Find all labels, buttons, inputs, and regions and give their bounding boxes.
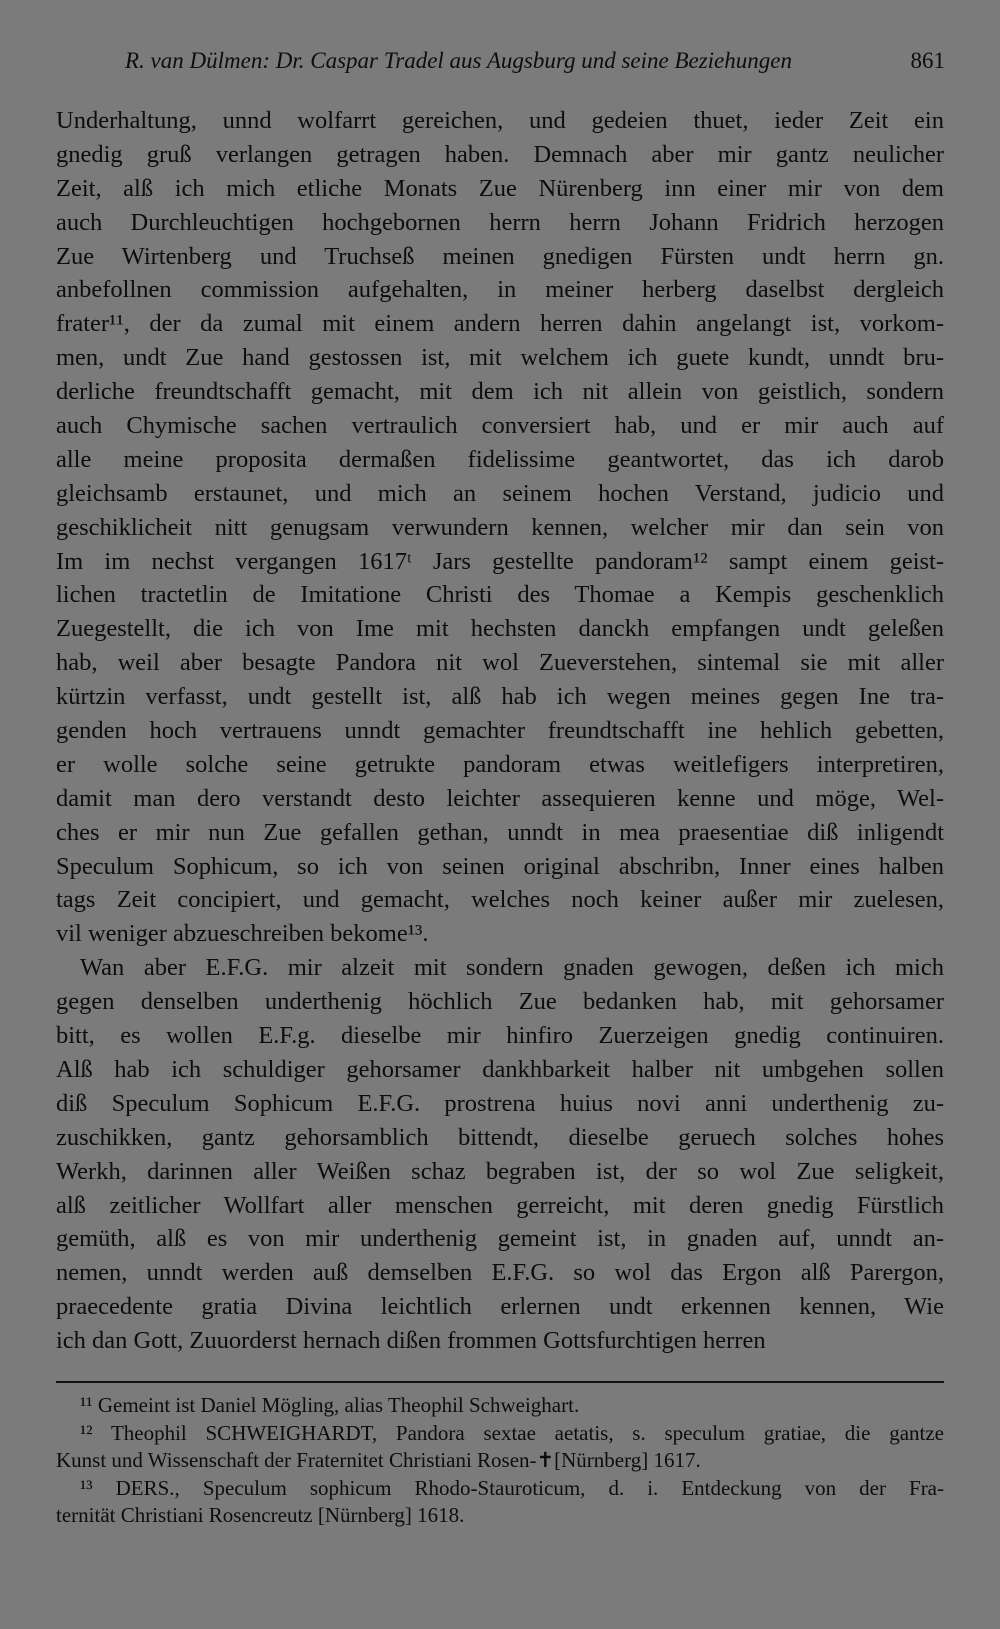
body-line: zuschikken, gantz gehorsamblich bittendt, dieselbe geruech solches hohes: [56, 1123, 944, 1151]
footnote-line: ¹¹ Gemeint ist Daniel Mögling, alias Theophil Schweighart.: [80, 1393, 580, 1417]
footnote-line: ¹³ DERS., Speculum sophicum Rhodo-Stauroticum, d. i. Entdeckung von der Fra-: [80, 1475, 944, 1500]
body-line: Speculum Sophicum, so ich von seinen original abschribn, Inner eines halben: [56, 852, 944, 880]
body-line: gnedig gruß verlangen getragen haben. Demnach aber mir gantz neulicher: [56, 140, 944, 168]
body-line: Alß hab ich schuldiger gehorsamer dankhbarkeit halber nit umbgehen sollen: [56, 1055, 944, 1083]
body-line: auch Chymische sachen vertraulich conversiert hab, und er mir auch auf: [56, 412, 944, 440]
body-line: derliche freundtschafft gemacht, mit dem ich nit allein von geistlich, sondern: [56, 378, 944, 406]
body-line: er wolle solche seine getrukte pandoram etwas weitlefigers interpretiren,: [56, 750, 944, 778]
body-line: ich dan Gott, Zuuorderst hernach dißen frommen Gottsfurchtigen herren: [56, 1327, 766, 1355]
footnote-line: Kunst und Wissenschaft der Fraternitet Christiani Rosen-✝[Nürnberg] 1617.: [56, 1448, 701, 1472]
body-line: Zue Wirtenberg und Truchseß meinen gnedigen Fürsten undt herrn gn.: [56, 242, 944, 270]
body-line: geschiklicheit nitt genugsam verwundern kennen, welcher mir dan sein von: [56, 513, 944, 541]
body-line: damit man dero verstandt desto leichter assequieren kenne und möge, Wel-: [56, 784, 944, 812]
body-line: Wan aber E.F.G. mir alzeit mit sondern gnaden gewogen, deßen ich mich: [80, 954, 944, 982]
body-line: gleichsamb erstaunet, und mich an seinem hochen Verstand, judicio und: [56, 479, 944, 507]
body-line: lichen tractetlin de Imitatione Christi des Thomae a Kempis geschenklich: [56, 581, 944, 609]
body-line: alß zeitlicher Wollfart aller menschen gerreicht, mit deren gnedig Fürstlich: [56, 1191, 944, 1219]
body-line: tags Zeit concipiert, und gemacht, welches noch keiner außer mir zuelesen,: [56, 886, 944, 914]
body-line: vil weniger abzueschreiben bekome¹³.: [56, 920, 429, 948]
body-line: Zeit, alß ich mich etliche Monats Zue Nürenberg inn einer mir von dem: [56, 174, 944, 202]
body-line: nemen, unndt werden auß demselben E.F.G. so wol das Ergon alß Parergon,: [56, 1259, 944, 1287]
body-line: hab, weil aber besagte Pandora nit wol Zueverstehen, sintemal sie mit aller: [56, 649, 944, 677]
body-line: Underhaltung, unnd wolfarrt gereichen, und gedeien thuet, ieder Zeit ein: [56, 107, 944, 134]
body-line: Im im nechst vergangen 1617ᵗ Jars gestellte pandoram¹² sampt einem geist-: [56, 547, 944, 575]
footnote-line: ¹² Theophil SCHWEIGHARDT, Pandora sextae aetatis, s. speculum gratiae, die gantze: [80, 1420, 944, 1445]
running-title: R. van Dülmen: Dr. Caspar Tradel aus Augsburg und seine Beziehungen: [125, 48, 792, 73]
body-line: gegen denselben underthenig höchlich Zue bedanken hab, mit gehorsamer: [56, 988, 944, 1016]
body-line: men, undt Zue hand gestossen ist, mit welchem ich guete kundt, unndt bru-: [56, 344, 944, 372]
page-number: 861: [910, 48, 945, 73]
body-line: alle meine proposita dermaßen fidelissime geantwortet, das ich darob: [56, 445, 944, 473]
body-line: Werkh, darinnen aller Weißen schaz begraben ist, der so wol Zue seligkeit,: [56, 1157, 944, 1185]
body-line: anbefollnen commission aufgehalten, in meiner herberg daselbst dergleich: [56, 276, 944, 304]
body-line: bitt, es wollen E.F.g. dieselbe mir hinfiro Zuerzeigen gnedig continuiren.: [56, 1022, 944, 1050]
body-line: Zuegestellt, die ich von Ime mit hechsten danckh empfangen undt geleßen: [56, 615, 944, 643]
body-line: diß Speculum Sophicum E.F.G. prostrena huius novi anni underthenig zu-: [56, 1089, 944, 1117]
body-line: kürtzin verfasst, undt gestellt ist, alß hab ich wegen meines gegen Ine tra-: [56, 683, 944, 711]
body-line: frater¹¹, der da zumal mit einem andern herren dahin angelangt ist, vorkom-: [56, 310, 944, 338]
body-line: gemüth, alß es von mir underthenig gemeint ist, in gnaden auf, unndt an-: [56, 1225, 944, 1253]
body-line: ches er mir nun Zue gefallen gethan, unndt in mea praesentiae diß inligendt: [56, 818, 944, 846]
footnote-rule: [56, 1381, 944, 1383]
body-line: auch Durchleuchtigen hochgebornen herrn herrn Johann Fridrich herzogen: [56, 208, 944, 236]
footnote-line: ternität Christiani Rosencreutz [Nürnberg] 1618.: [56, 1503, 465, 1527]
body-line: genden hoch vertrauens unndt gemachter freundtschafft ine hehlich gebetten,: [56, 717, 944, 745]
body-line: praecedente gratia Divina leichtlich erlernen undt erkennen kennen, Wie: [56, 1293, 944, 1321]
footnotes: [56, 1392, 944, 1530]
body-text: [56, 104, 944, 1358]
